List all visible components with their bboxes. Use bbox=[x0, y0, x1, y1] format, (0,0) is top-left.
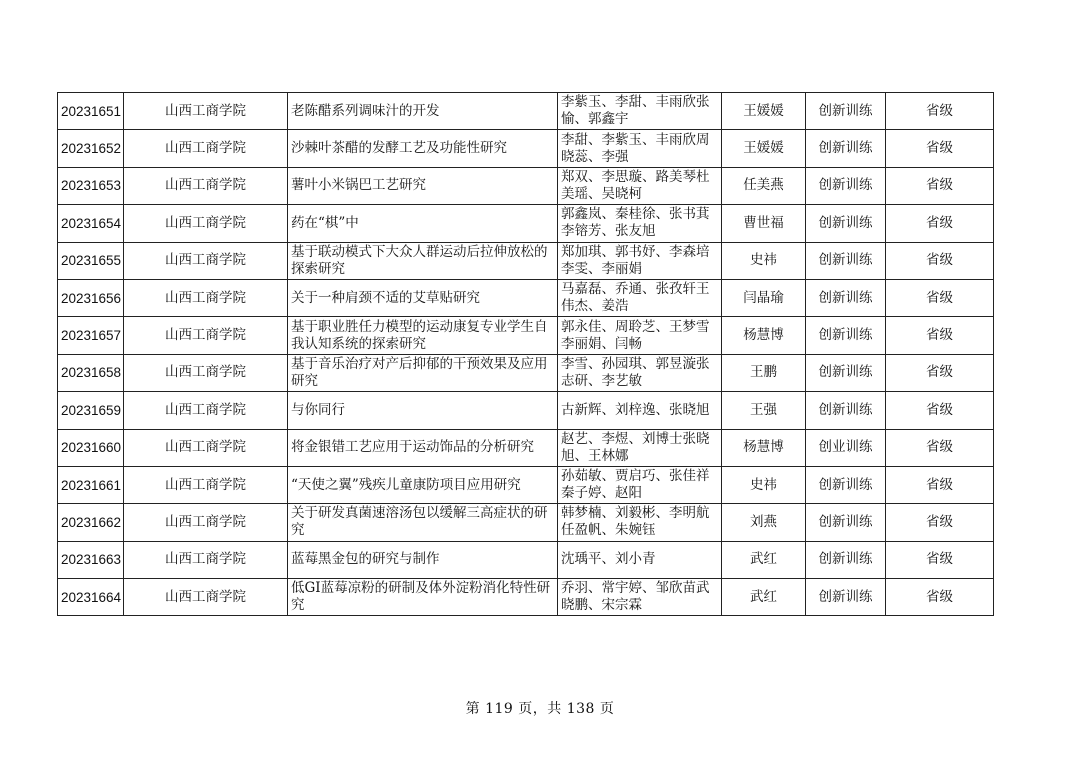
school-cell: 山西工商学院 bbox=[124, 541, 288, 578]
level-cell: 省级 bbox=[886, 579, 994, 616]
project-title-cell: 蓝莓黑金包的研究与制作 bbox=[288, 541, 558, 578]
level-cell: 省级 bbox=[886, 205, 994, 242]
project-title-cell: 基于职业胜任力模型的运动康复专业学生自我认知系统的探索研究 bbox=[288, 317, 558, 354]
advisor-cell: 刘燕 bbox=[722, 504, 806, 541]
members-cell: 古新辉、刘梓逸、张晓旭 bbox=[558, 392, 722, 429]
project-id-cell: 20231660 bbox=[58, 429, 124, 466]
school-cell: 山西工商学院 bbox=[124, 317, 288, 354]
project-id-cell: 20231658 bbox=[58, 354, 124, 391]
project-type-cell: 创新训练 bbox=[806, 579, 886, 616]
project-id-cell: 20231657 bbox=[58, 317, 124, 354]
members-cell: 郭鑫岚、秦桂徐、张书萁李镕芳、张友旭 bbox=[558, 205, 722, 242]
members-cell: 孙茹敏、贾启巧、张佳祥秦子婷、赵阳 bbox=[558, 466, 722, 503]
project-type-cell: 创新训练 bbox=[806, 541, 886, 578]
project-id-cell: 20231653 bbox=[58, 167, 124, 204]
project-id-cell: 20231656 bbox=[58, 279, 124, 316]
school-cell: 山西工商学院 bbox=[124, 504, 288, 541]
members-cell: 郭永佳、周聆芝、王梦雪李丽娟、闫畅 bbox=[558, 317, 722, 354]
project-id-cell: 20231655 bbox=[58, 242, 124, 279]
school-cell: 山西工商学院 bbox=[124, 130, 288, 167]
table-row bbox=[58, 93, 994, 130]
project-title-cell: 关于研发真菌速溶汤包以缓解三高症状的研究 bbox=[288, 504, 558, 541]
members-cell: 郑加琪、郭书妤、李森培李雯、李丽娟 bbox=[558, 242, 722, 279]
project-id-cell: 20231654 bbox=[58, 205, 124, 242]
project-type-cell: 创新训练 bbox=[806, 317, 886, 354]
table-row bbox=[58, 541, 994, 578]
level-cell: 省级 bbox=[886, 429, 994, 466]
advisor-cell: 王鹏 bbox=[722, 354, 806, 391]
project-id-cell: 20231661 bbox=[58, 466, 124, 503]
advisor-cell: 杨慧博 bbox=[722, 317, 806, 354]
level-cell: 省级 bbox=[886, 354, 994, 391]
level-cell: 省级 bbox=[886, 392, 994, 429]
members-cell: 马嘉磊、乔通、张孜轩王伟杰、姜浩 bbox=[558, 279, 722, 316]
school-cell: 山西工商学院 bbox=[124, 354, 288, 391]
members-cell: 郑双、李思璇、路美琴杜美瑶、吴晓柯 bbox=[558, 167, 722, 204]
members-cell: 李雪、孙园琪、郭昱漩张志研、李艺敏 bbox=[558, 354, 722, 391]
project-id-cell: 20231663 bbox=[58, 541, 124, 578]
advisor-cell: 武红 bbox=[722, 541, 806, 578]
school-cell: 山西工商学院 bbox=[124, 279, 288, 316]
level-cell: 省级 bbox=[886, 317, 994, 354]
level-cell: 省级 bbox=[886, 466, 994, 503]
project-type-cell: 创新训练 bbox=[806, 205, 886, 242]
table-row bbox=[58, 392, 994, 429]
project-title-cell: 基于联动模式下大众人群运动后拉伸放松的探索研究 bbox=[288, 242, 558, 279]
project-id-cell: 20231651 bbox=[58, 93, 124, 130]
level-cell: 省级 bbox=[886, 541, 994, 578]
table-row bbox=[58, 317, 994, 354]
project-type-cell: 创新训练 bbox=[806, 354, 886, 391]
project-type-cell: 创业训练 bbox=[806, 429, 886, 466]
level-cell: 省级 bbox=[886, 130, 994, 167]
project-title-cell: 药在“棋”中 bbox=[288, 205, 558, 242]
project-id-cell: 20231652 bbox=[58, 130, 124, 167]
level-cell: 省级 bbox=[886, 93, 994, 130]
members-cell: 赵艺、李煜、刘博士张晓旭、王林娜 bbox=[558, 429, 722, 466]
school-cell: 山西工商学院 bbox=[124, 579, 288, 616]
members-cell: 李紫玉、李甜、丰雨欣张愉、郭鑫宇 bbox=[558, 93, 722, 130]
school-cell: 山西工商学院 bbox=[124, 242, 288, 279]
project-title-cell: 沙棘叶茶醋的发酵工艺及功能性研究 bbox=[288, 130, 558, 167]
project-type-cell: 创新训练 bbox=[806, 466, 886, 503]
table-row bbox=[58, 130, 994, 167]
school-cell: 山西工商学院 bbox=[124, 205, 288, 242]
table-row bbox=[58, 579, 994, 616]
level-cell: 省级 bbox=[886, 504, 994, 541]
project-title-cell: 基于音乐治疗对产后抑郁的干预效果及应用研究 bbox=[288, 354, 558, 391]
project-title-cell: 将金银错工艺应用于运动饰品的分析研究 bbox=[288, 429, 558, 466]
advisor-cell: 王强 bbox=[722, 392, 806, 429]
advisor-cell: 杨慧博 bbox=[722, 429, 806, 466]
project-title-cell: 薯叶小米锅巴工艺研究 bbox=[288, 167, 558, 204]
advisor-cell: 史祎 bbox=[722, 466, 806, 503]
project-title-cell: 与你同行 bbox=[288, 392, 558, 429]
advisor-cell: 王媛媛 bbox=[722, 130, 806, 167]
members-cell: 韩梦楠、刘毅彬、李明航任盈帆、朱婉钰 bbox=[558, 504, 722, 541]
school-cell: 山西工商学院 bbox=[124, 93, 288, 130]
project-type-cell: 创新训练 bbox=[806, 242, 886, 279]
table-row bbox=[58, 242, 994, 279]
advisor-cell: 任美燕 bbox=[722, 167, 806, 204]
advisor-cell: 武红 bbox=[722, 579, 806, 616]
project-title-cell: 关于一种肩颈不适的艾草贴研究 bbox=[288, 279, 558, 316]
table-row bbox=[58, 429, 994, 466]
table-row bbox=[58, 354, 994, 391]
project-type-cell: 创新训练 bbox=[806, 504, 886, 541]
school-cell: 山西工商学院 bbox=[124, 429, 288, 466]
project-type-cell: 创新训练 bbox=[806, 93, 886, 130]
school-cell: 山西工商学院 bbox=[124, 392, 288, 429]
project-type-cell: 创新训练 bbox=[806, 279, 886, 316]
page-footer: 第 119 页，共 138 页 bbox=[465, 701, 615, 717]
project-id-cell: 20231664 bbox=[58, 579, 124, 616]
table-body bbox=[58, 93, 994, 616]
project-type-cell: 创新训练 bbox=[806, 130, 886, 167]
advisor-cell: 史祎 bbox=[722, 242, 806, 279]
table-row bbox=[58, 205, 994, 242]
advisor-cell: 王媛媛 bbox=[722, 93, 806, 130]
table-row bbox=[58, 279, 994, 316]
project-table bbox=[57, 92, 994, 616]
school-cell: 山西工商学院 bbox=[124, 167, 288, 204]
members-cell: 乔羽、常宇婷、邹欣苗武晓鹏、宋宗霖 bbox=[558, 579, 722, 616]
level-cell: 省级 bbox=[886, 279, 994, 316]
table-row bbox=[58, 466, 994, 503]
project-type-cell: 创新训练 bbox=[806, 392, 886, 429]
table-row bbox=[58, 167, 994, 204]
advisor-cell: 闫晶瑜 bbox=[722, 279, 806, 316]
level-cell: 省级 bbox=[886, 167, 994, 204]
school-cell: 山西工商学院 bbox=[124, 466, 288, 503]
level-cell: 省级 bbox=[886, 242, 994, 279]
project-title-cell: 低GI蓝莓凉粉的研制及体外淀粉消化特性研究 bbox=[288, 579, 558, 616]
project-type-cell: 创新训练 bbox=[806, 167, 886, 204]
project-id-cell: 20231659 bbox=[58, 392, 124, 429]
members-cell: 沈瑀平、刘小青 bbox=[558, 541, 722, 578]
project-title-cell: “天使之翼”残疾儿童康防项目应用研究 bbox=[288, 466, 558, 503]
table-row bbox=[58, 504, 994, 541]
advisor-cell: 曹世福 bbox=[722, 205, 806, 242]
members-cell: 李甜、李紫玉、丰雨欣周晓蕊、李强 bbox=[558, 130, 722, 167]
project-id-cell: 20231662 bbox=[58, 504, 124, 541]
project-title-cell: 老陈醋系列调味汁的开发 bbox=[288, 93, 558, 130]
